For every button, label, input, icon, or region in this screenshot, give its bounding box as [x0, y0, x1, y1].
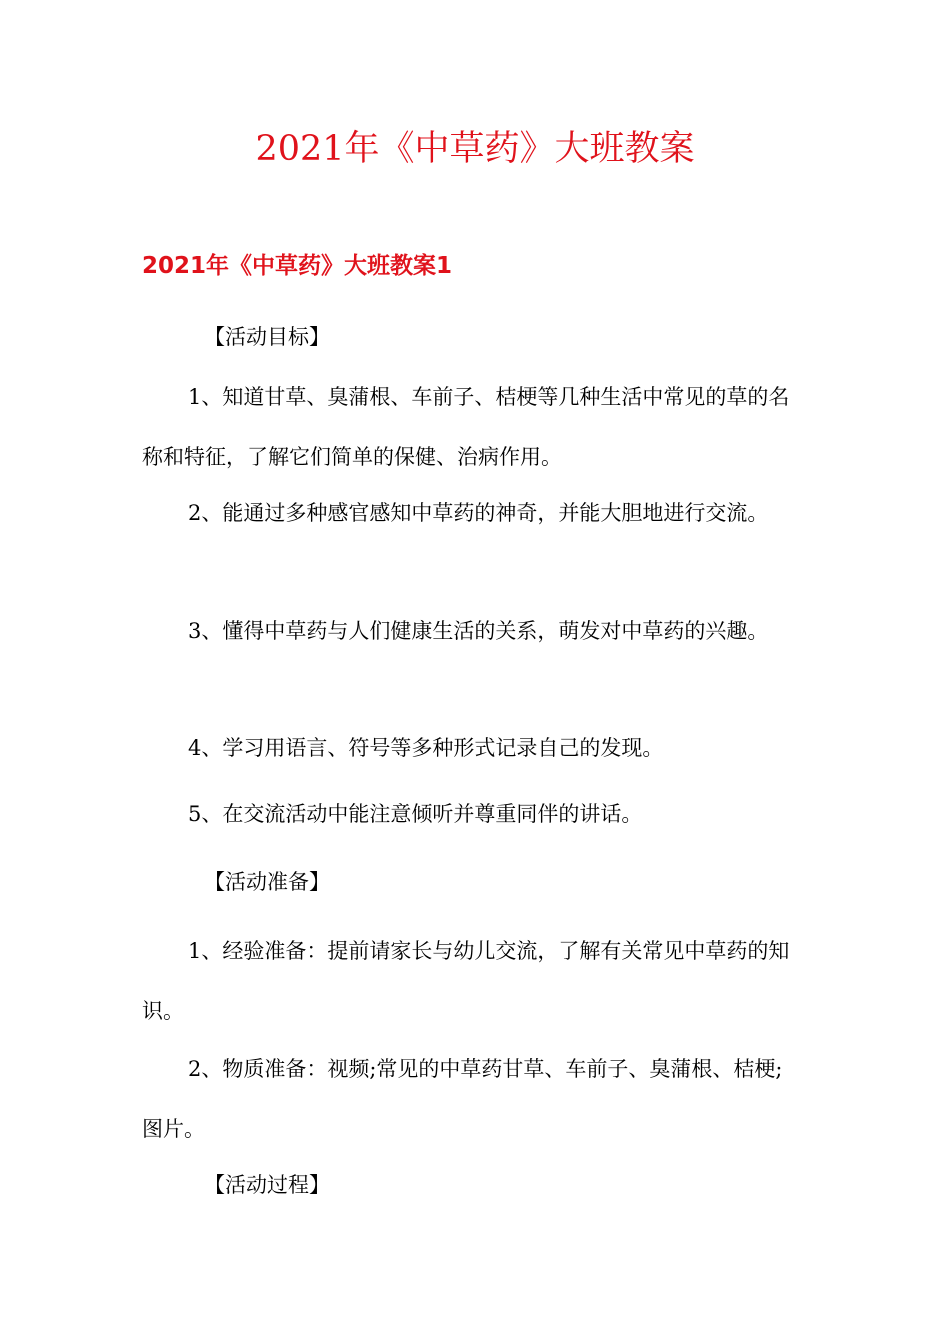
paragraph-goal-5: 5、在交流活动中能注意倾听并尊重同伴的讲话。 — [188, 802, 643, 826]
paragraph-goal-1: 1、知道甘草、臭蒲根、车前子、桔梗等几种生活中常见的草的名称和特征，了解它们简单的保健、治病作用。 — [142, 385, 790, 469]
section-heading-goals: 【活动目标】 — [204, 325, 330, 349]
document-title: 2021年《中草药》大班教案 — [255, 129, 695, 169]
section-heading-preparation: 【活动准备】 — [204, 870, 330, 894]
section-subtitle: 2021年《中草药》大班教案1 — [142, 253, 453, 279]
paragraph-goal-3: 3、懂得中草药与人们健康生活的关系，萌发对中草药的兴趣。 — [188, 619, 769, 643]
paragraph-goal-2: 2、能通过多种感官感知中草药的神奇，并能大胆地进行交流。 — [188, 501, 769, 525]
paragraph-prep-2: 2、物质准备：视频;常见的中草药甘草、车前子、臭蒲根、桔梗;图片。 — [142, 1057, 783, 1141]
paragraph-prep-1: 1、经验准备：提前请家长与幼儿交流，了解有关常见中草药的知识。 — [142, 939, 790, 1023]
section-heading-process: 【活动过程】 — [204, 1173, 330, 1197]
paragraph-goal-4: 4、学习用语言、符号等多种形式记录自己的发现。 — [188, 736, 664, 760]
